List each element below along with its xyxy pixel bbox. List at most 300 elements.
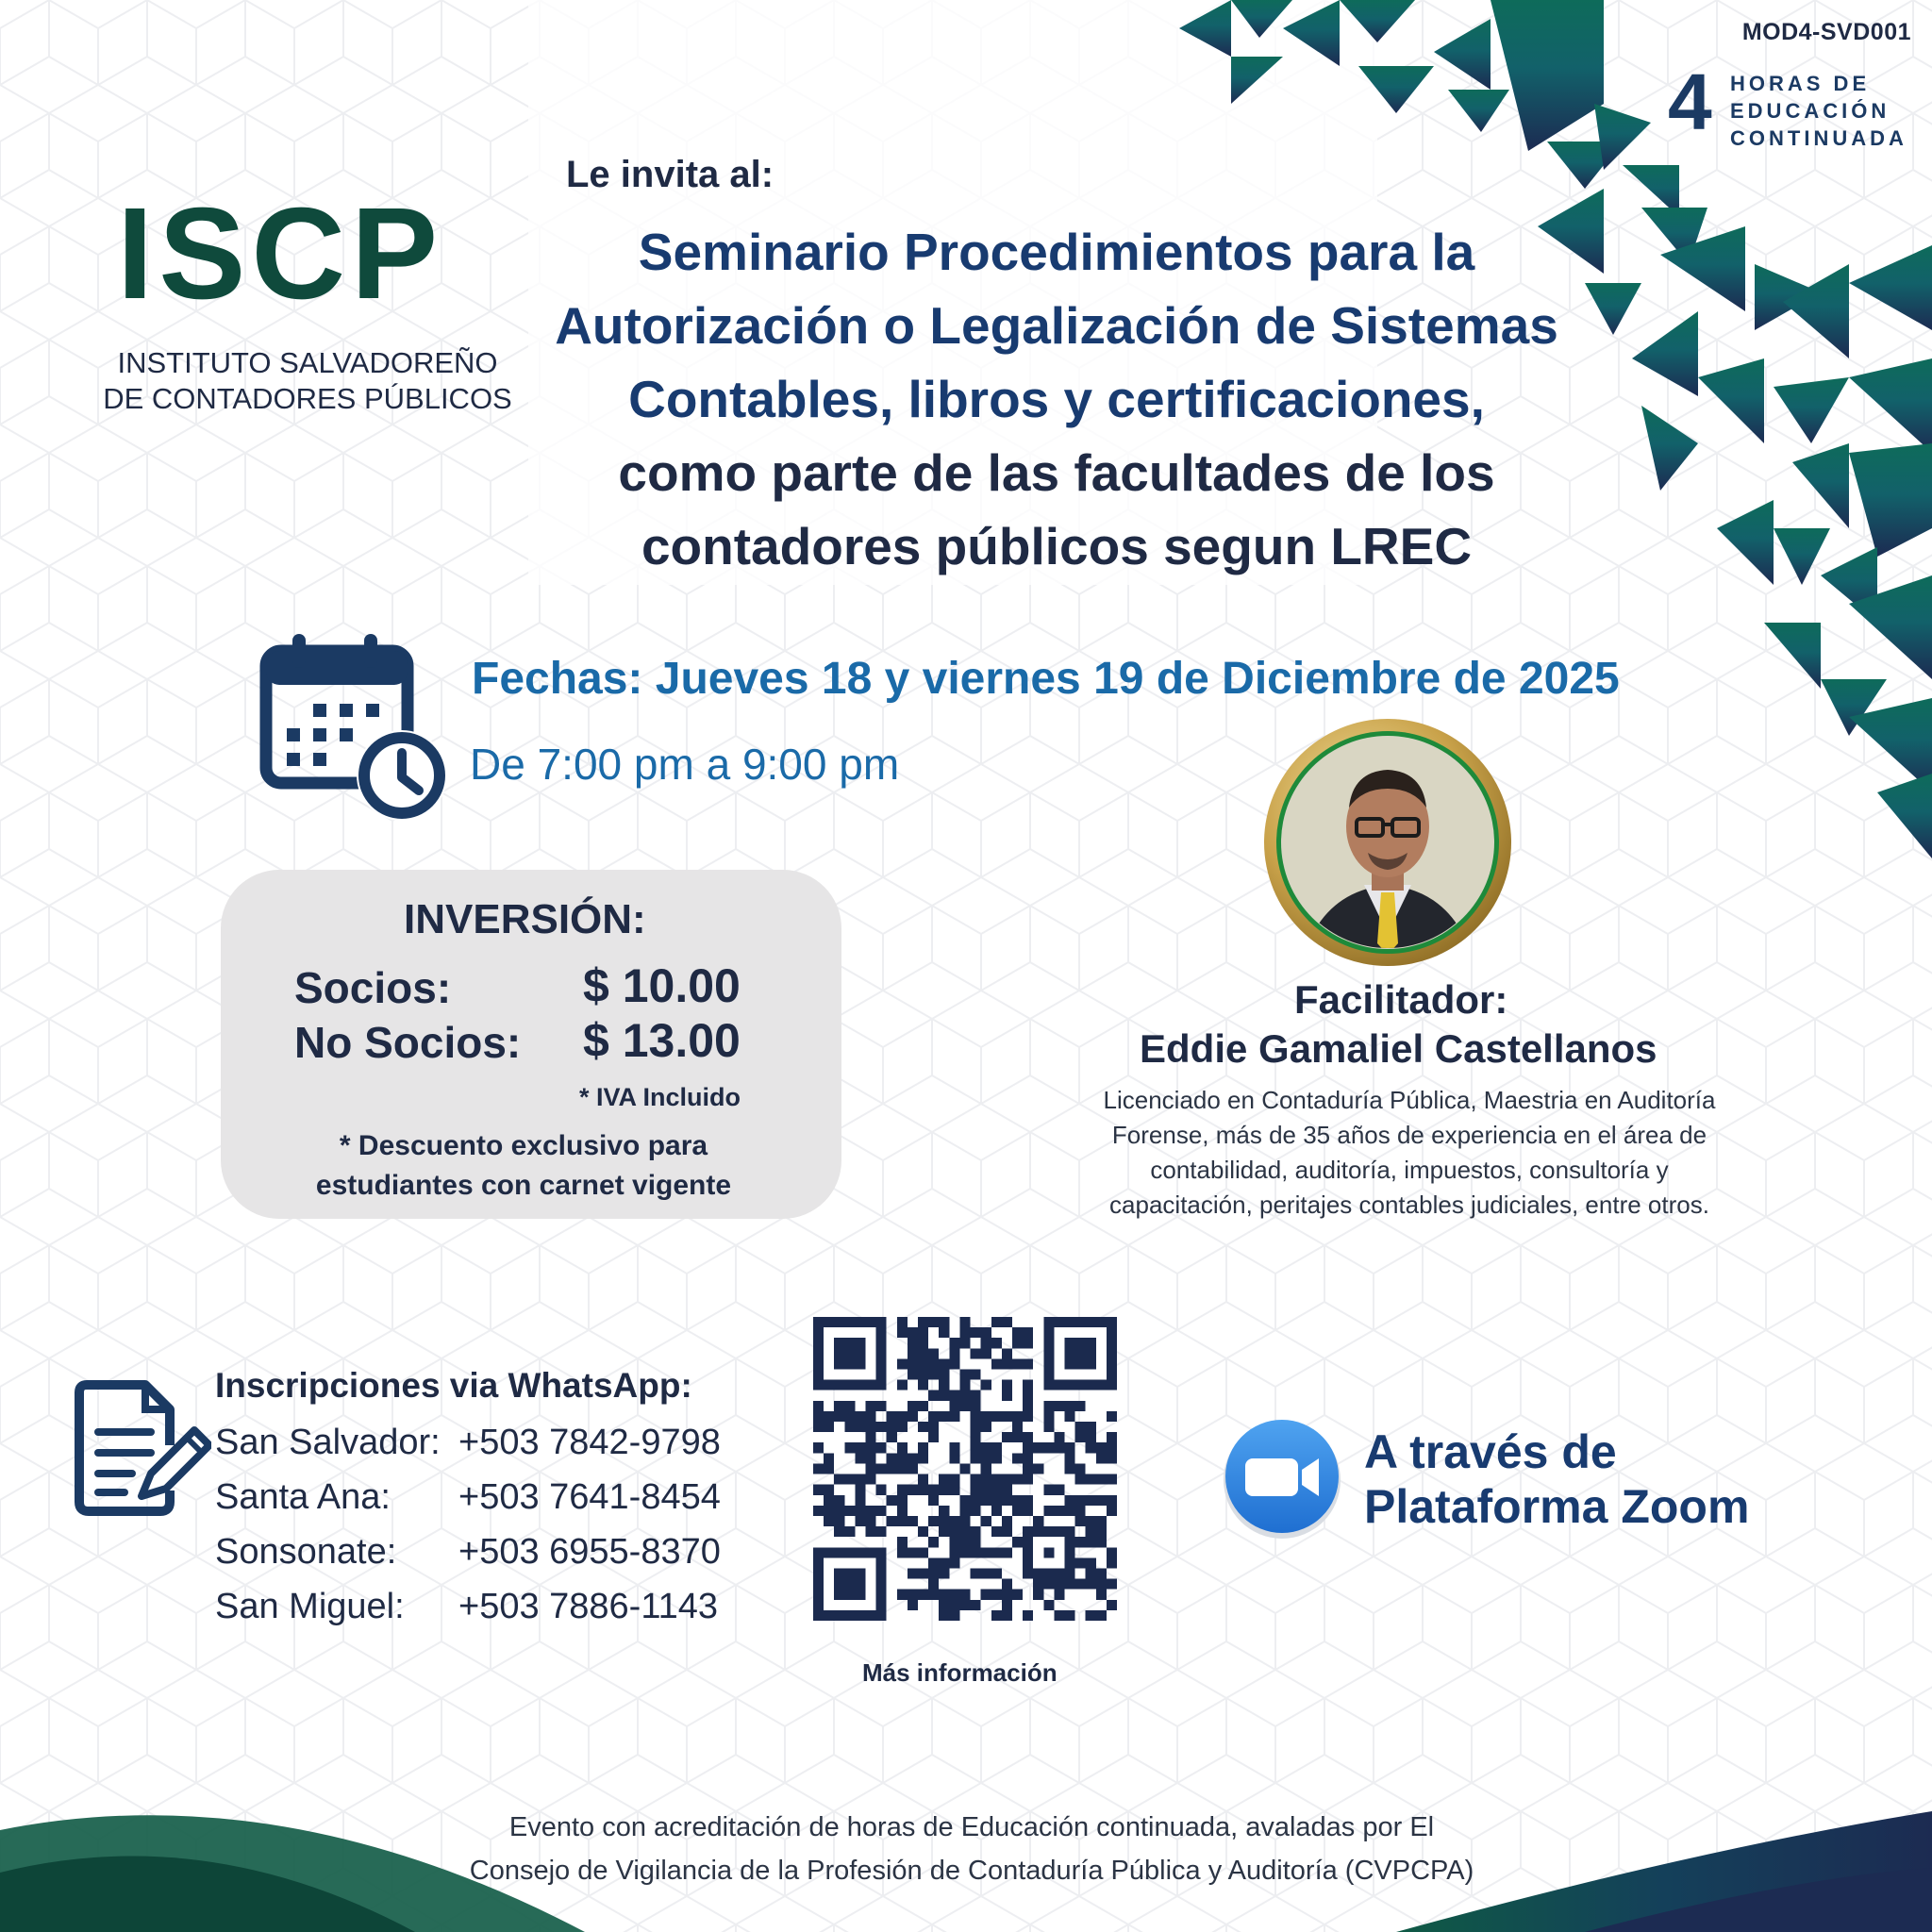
qr-module: [981, 1422, 991, 1432]
event-dates: Fechas: Jueves 18 y viernes 19 de Diciembre de 2025: [472, 654, 1620, 704]
qr-module: [991, 1474, 1002, 1485]
qr-module: [1023, 1432, 1033, 1442]
qr-module: [949, 1557, 959, 1568]
qr-module: [971, 1401, 981, 1411]
qr-module: [855, 1422, 865, 1432]
qr-module: [1064, 1453, 1074, 1463]
qr-module: [1096, 1453, 1107, 1463]
qr-module: [928, 1348, 939, 1358]
qr-module: [834, 1526, 844, 1537]
qr-module: [1107, 1557, 1117, 1568]
qr-module: [887, 1411, 897, 1422]
qr-module: [844, 1422, 855, 1432]
qr-module: [866, 1411, 876, 1422]
qr-module: [1096, 1537, 1107, 1547]
qr-module: [1064, 1401, 1074, 1411]
qr-module: [1033, 1590, 1043, 1600]
qr-module: [971, 1495, 981, 1506]
qr-module: [959, 1401, 970, 1411]
qr-module: [971, 1348, 981, 1358]
qr-module: [1054, 1401, 1064, 1411]
qr-module: [908, 1516, 918, 1526]
qr-module: [834, 1474, 844, 1485]
qr-module: [897, 1442, 908, 1453]
qr-module: [1023, 1495, 1033, 1506]
qr-module: [959, 1380, 970, 1391]
qr-module: [928, 1411, 939, 1422]
qr-module: [981, 1463, 991, 1474]
footer-line: Consejo de Vigilancia de la Profesión de Contaduría Pública y Auditoría (CVPCPA): [469, 1856, 1474, 1886]
qr-module: [1033, 1579, 1043, 1590]
qr-module: [959, 1590, 970, 1600]
qr-module: [908, 1348, 918, 1358]
qr-module: [991, 1495, 1002, 1506]
qr-module: [1107, 1547, 1117, 1557]
qr-module: [1075, 1557, 1086, 1568]
footer-line: Evento con acreditación de horas de Educación continuada, avaladas por El: [508, 1812, 1435, 1842]
qr-module: [897, 1358, 908, 1369]
form-pen-icon: [72, 1379, 211, 1519]
qr-label: Más información: [862, 1658, 1058, 1687]
qr-module: [1086, 1579, 1096, 1590]
qr-module: [1002, 1380, 1012, 1391]
qr-module: [949, 1474, 959, 1485]
qr-module: [1012, 1422, 1023, 1432]
qr-module: [949, 1358, 959, 1369]
qr-module: [876, 1485, 887, 1495]
qr-module: [981, 1327, 991, 1338]
qr-module: [918, 1590, 928, 1600]
qr-module: [949, 1411, 959, 1422]
qr-module: [971, 1474, 981, 1485]
qr-module: [855, 1474, 865, 1485]
qr-module: [1033, 1516, 1043, 1526]
qr-module: [1107, 1411, 1117, 1422]
qr-module: [971, 1442, 981, 1453]
qr-module: [876, 1463, 887, 1474]
qr-module: [939, 1557, 949, 1568]
bio-line: contabilidad, auditoría, impuestos, consultoría y: [1150, 1156, 1669, 1184]
qr-module: [834, 1401, 844, 1411]
qr-module: [1002, 1600, 1012, 1610]
qr-module: [928, 1317, 939, 1327]
qr-module: [1043, 1422, 1054, 1432]
qr-module: [918, 1474, 928, 1485]
qr-module: [876, 1506, 887, 1516]
qr-module: [1023, 1401, 1033, 1411]
qr-module: [1012, 1432, 1023, 1442]
qr-module: [1012, 1453, 1023, 1463]
qr-module: [824, 1516, 834, 1526]
qr-module: [1054, 1506, 1064, 1516]
qr-module: [1064, 1411, 1074, 1422]
qr-module: [887, 1463, 897, 1474]
qr-module: [928, 1557, 939, 1568]
qr-module: [824, 1411, 834, 1422]
qr-module: [866, 1432, 876, 1442]
qr-module: [824, 1506, 834, 1516]
qr-module: [908, 1358, 918, 1369]
platform-line: Plataforma Zoom: [1364, 1480, 1750, 1533]
qr-module: [1096, 1526, 1107, 1537]
qr-module: [959, 1327, 970, 1338]
qr-module: [813, 1401, 824, 1411]
facilitator-name: Eddie Gamaliel Castellanos: [1140, 1026, 1657, 1071]
qr-module: [981, 1442, 991, 1453]
qr-module: [1012, 1358, 1023, 1369]
hours-number: 4: [1668, 58, 1712, 146]
qr-module: [1086, 1557, 1096, 1568]
qr-module: [1064, 1338, 1095, 1369]
hours-label-line: HORAS DE: [1730, 72, 1871, 95]
qr-module: [844, 1442, 855, 1453]
qr-module: [928, 1370, 939, 1380]
facilitator-label: Facilitador:: [1294, 977, 1508, 1022]
qr-module: [887, 1432, 897, 1442]
qr-module: [959, 1495, 970, 1506]
qr-module: [971, 1411, 981, 1422]
qr-module: [1075, 1463, 1086, 1474]
qr-module: [928, 1590, 939, 1600]
qr-module: [1023, 1380, 1033, 1391]
contact-city-sonsonate: Sonsonate:: [215, 1532, 397, 1572]
qr-module: [897, 1317, 908, 1327]
qr-module: [1096, 1442, 1107, 1453]
qr-module: [813, 1463, 824, 1474]
qr-module: [1043, 1506, 1054, 1516]
qr-module: [959, 1547, 970, 1557]
logo-name-line: DE CONTADORES PÚBLICOS: [103, 382, 512, 415]
qr-module: [897, 1380, 908, 1391]
qr-module: [971, 1506, 981, 1516]
qr-module: [1096, 1516, 1107, 1526]
qr-module: [1043, 1485, 1054, 1495]
event-time: De 7:00 pm a 9:00 pm: [470, 740, 900, 789]
qr-module: [1002, 1358, 1012, 1369]
qr-module: [1002, 1411, 1012, 1422]
qr-module: [887, 1453, 897, 1463]
contact-city-san-miguel: San Miguel:: [215, 1587, 405, 1626]
contact-city-santa-ana: Santa Ana:: [215, 1477, 391, 1517]
qr-module: [1002, 1590, 1012, 1600]
qr-module: [1096, 1495, 1107, 1506]
qr-module: [1043, 1442, 1054, 1453]
qr-module: [908, 1401, 918, 1411]
qr-module: [1023, 1327, 1033, 1338]
qr-module: [813, 1506, 824, 1516]
qr-module: [928, 1579, 939, 1590]
qr-module: [1012, 1537, 1023, 1547]
qr-module: [949, 1442, 959, 1453]
qr-module: [1002, 1547, 1012, 1557]
qr-module: [844, 1506, 855, 1516]
qr-module: [1012, 1338, 1023, 1348]
qr-module: [928, 1422, 939, 1432]
qr-module: [813, 1411, 824, 1422]
qr-module: [908, 1327, 918, 1338]
qr-module: [855, 1442, 865, 1453]
qr-module: [949, 1526, 959, 1537]
qr-module: [991, 1568, 1002, 1578]
qr-module: [834, 1506, 844, 1516]
qr-module: [949, 1338, 959, 1348]
qr-module: [855, 1411, 865, 1422]
qr-module: [918, 1485, 928, 1495]
qr-module: [866, 1453, 876, 1463]
qr-module: [813, 1485, 824, 1495]
qr-module: [876, 1401, 887, 1411]
qr-module: [897, 1506, 908, 1516]
qr-module: [1086, 1568, 1096, 1578]
qr-module: [1107, 1495, 1117, 1506]
qr-module: [939, 1485, 949, 1495]
qr-module: [1054, 1590, 1064, 1600]
qr-module: [824, 1495, 834, 1506]
qr-module: [939, 1526, 949, 1537]
qr-module: [991, 1442, 1002, 1453]
qr-module: [981, 1485, 991, 1495]
facilitator-bio: [1079, 1083, 1740, 1223]
qr-module: [908, 1600, 918, 1610]
qr-module: [834, 1568, 865, 1599]
discount-line: * Descuento exclusivo para: [339, 1130, 708, 1161]
qr-module: [949, 1401, 959, 1411]
qr-module: [1043, 1411, 1054, 1422]
qr-module: [897, 1485, 908, 1495]
qr-module: [939, 1317, 949, 1327]
title-line: Autorización o Legalización de Sistemas: [555, 296, 1558, 355]
qr-module: [918, 1422, 928, 1432]
qr-module: [1012, 1495, 1023, 1506]
qr-module: [855, 1506, 865, 1516]
qr-module: [971, 1568, 981, 1578]
qr-module: [971, 1432, 981, 1442]
qr-module: [981, 1338, 991, 1348]
qr-module: [1002, 1495, 1012, 1506]
qr-module: [1075, 1432, 1086, 1442]
qr-module: [939, 1327, 949, 1338]
qr-module: [991, 1485, 1002, 1495]
qr-module: [949, 1547, 959, 1557]
qr-module: [1002, 1516, 1012, 1526]
qr-module: [971, 1526, 981, 1537]
qr-module: [866, 1442, 876, 1453]
qr-module: [908, 1590, 918, 1600]
hours-label-line: EDUCACIÓN: [1730, 99, 1890, 123]
qr-module: [1107, 1442, 1117, 1453]
qr-module: [1033, 1442, 1043, 1453]
qr-module: [855, 1495, 865, 1506]
qr-module: [918, 1358, 928, 1369]
qr-module: [939, 1590, 949, 1600]
qr-module: [1012, 1474, 1023, 1485]
qr-module: [1043, 1579, 1054, 1590]
qr-module: [824, 1485, 834, 1495]
qr-module: [1002, 1474, 1012, 1485]
qr-module: [866, 1474, 876, 1485]
qr-module: [876, 1526, 887, 1537]
facilitator-photo: [1262, 717, 1513, 968]
qr-module: [855, 1485, 865, 1495]
contact-phone-san-salvador[interactable]: +503 7842-9798: [458, 1423, 721, 1462]
title-line: como parte de las facultades de los: [618, 443, 1495, 502]
qr-module: [897, 1516, 908, 1526]
qr-module: [991, 1317, 1002, 1327]
qr-module: [971, 1485, 981, 1495]
qr-module: [1107, 1474, 1117, 1485]
qr-module: [991, 1453, 1002, 1463]
hours-label-line: CONTINUADA: [1730, 126, 1907, 150]
qr-module: [1002, 1432, 1012, 1442]
qr-module: [949, 1453, 959, 1463]
qr-module: [813, 1422, 824, 1432]
qr-module: [1075, 1516, 1086, 1526]
qr-module: [939, 1600, 949, 1610]
qr-module: [844, 1411, 855, 1422]
qr-module: [834, 1338, 865, 1369]
qr-module: [1107, 1432, 1117, 1442]
qr-module: [1086, 1537, 1096, 1547]
contact-phone-san-miguel[interactable]: +503 7886-1143: [458, 1587, 719, 1626]
qr-module: [1075, 1401, 1086, 1411]
qr-module: [949, 1516, 959, 1526]
qr-module: [897, 1463, 908, 1474]
qr-module: [866, 1401, 876, 1411]
qr-module: [897, 1453, 908, 1463]
qr-module: [1043, 1547, 1054, 1557]
qr-module: [959, 1526, 970, 1537]
qr-module: [918, 1547, 928, 1557]
qr-module: [1012, 1327, 1023, 1338]
qr-module: [1075, 1579, 1086, 1590]
qr-module: [981, 1568, 991, 1578]
qr-module: [1002, 1317, 1012, 1327]
qr-module: [1002, 1610, 1012, 1621]
qr-module: [824, 1453, 834, 1463]
qr-module: [918, 1380, 928, 1391]
qr-module: [1023, 1506, 1033, 1516]
qr-module: [1075, 1474, 1086, 1485]
qr-module: [959, 1391, 970, 1401]
qr-module: [908, 1568, 918, 1578]
qr-module: [887, 1495, 897, 1506]
qr-module: [887, 1516, 897, 1526]
qr-module: [981, 1495, 991, 1506]
qr-module: [1023, 1463, 1033, 1474]
qr-module: [1086, 1495, 1096, 1506]
qr-module: [834, 1516, 844, 1526]
qr-module: [928, 1537, 939, 1547]
qr-module: [1054, 1485, 1064, 1495]
qr-module: [949, 1485, 959, 1495]
qr-module: [928, 1495, 939, 1506]
qr-module: [1064, 1610, 1074, 1621]
qr-module: [1107, 1600, 1117, 1610]
qr-module: [1086, 1422, 1096, 1432]
qr-module: [1107, 1506, 1117, 1516]
qr-module: [1023, 1411, 1033, 1422]
qr-module: [1086, 1442, 1096, 1453]
price-label-socios: Socios:: [294, 963, 452, 1012]
qr-module: [1054, 1610, 1064, 1621]
qr-module: [918, 1327, 928, 1338]
qr-module: [928, 1485, 939, 1495]
logo-name-line: INSTITUTO SALVADOREÑO: [117, 346, 498, 379]
investment-title: INVERSIÓN:: [404, 896, 646, 942]
qr-module: [971, 1391, 981, 1401]
contact-phone-santa-ana[interactable]: +503 7641-8454: [458, 1477, 721, 1517]
qr-module: [1012, 1411, 1023, 1422]
qr-module: [1012, 1506, 1023, 1516]
logo-acronym: ISCP: [117, 181, 444, 326]
logo-name: [91, 345, 525, 417]
qr-module: [991, 1506, 1002, 1516]
qr-module: [939, 1568, 949, 1578]
course-code: MOD4-SVD001: [1741, 19, 1911, 45]
qr-module: [866, 1516, 876, 1526]
qr-module: [1012, 1590, 1023, 1600]
qr-module: [866, 1526, 876, 1537]
qr-module: [866, 1422, 876, 1432]
qr-module: [949, 1600, 959, 1610]
qr-module: [928, 1358, 939, 1369]
qr-module: [981, 1453, 991, 1463]
qr-module: [897, 1495, 908, 1506]
qr-module: [897, 1537, 908, 1547]
qr-module: [971, 1453, 981, 1463]
qr-module: [918, 1370, 928, 1380]
qr-module: [939, 1411, 949, 1422]
qr-module: [918, 1348, 928, 1358]
qr-module: [1086, 1474, 1096, 1485]
qr-module: [971, 1422, 981, 1432]
qr-module: [991, 1526, 1002, 1537]
qr-module: [928, 1516, 939, 1526]
qr-module: [897, 1422, 908, 1432]
qr-module: [971, 1370, 981, 1380]
qr-module: [844, 1401, 855, 1411]
tax-note: * IVA Incluido: [579, 1083, 741, 1111]
qr-module: [824, 1422, 834, 1432]
qr-module: [991, 1590, 1002, 1600]
qr-module: [908, 1463, 918, 1474]
qr-module: [1023, 1474, 1033, 1485]
bio-line: capacitación, peritajes contables judiciales, entre otros.: [1109, 1191, 1709, 1219]
qr-module: [1096, 1579, 1107, 1590]
whatsapp-heading: Inscripciones via WhatsApp:: [215, 1366, 692, 1405]
qr-module: [991, 1338, 1002, 1348]
accreditation-footer: [377, 1806, 1566, 1892]
contact-phone-sonsonate[interactable]: +503 6955-8370: [458, 1532, 721, 1572]
qr-module: [918, 1317, 928, 1327]
price-label-no-socios: No Socios:: [294, 1018, 522, 1067]
qr-module: [939, 1380, 949, 1391]
qr-module: [981, 1516, 991, 1526]
qr-module: [918, 1568, 928, 1578]
qr-module: [1064, 1463, 1074, 1474]
qr-module: [991, 1358, 1002, 1369]
qr-module: [1054, 1579, 1064, 1590]
qr-module: [1033, 1463, 1043, 1474]
qr-code[interactable]: [813, 1317, 1117, 1621]
qr-module: [887, 1422, 897, 1432]
qr-module: [866, 1463, 876, 1474]
bio-line: Licenciado en Contaduría Pública, Maestria en Auditoría: [1103, 1086, 1716, 1114]
qr-module: [959, 1516, 970, 1526]
qr-module: [1023, 1610, 1033, 1621]
qr-module: [928, 1432, 939, 1442]
qr-module: [991, 1547, 1002, 1557]
